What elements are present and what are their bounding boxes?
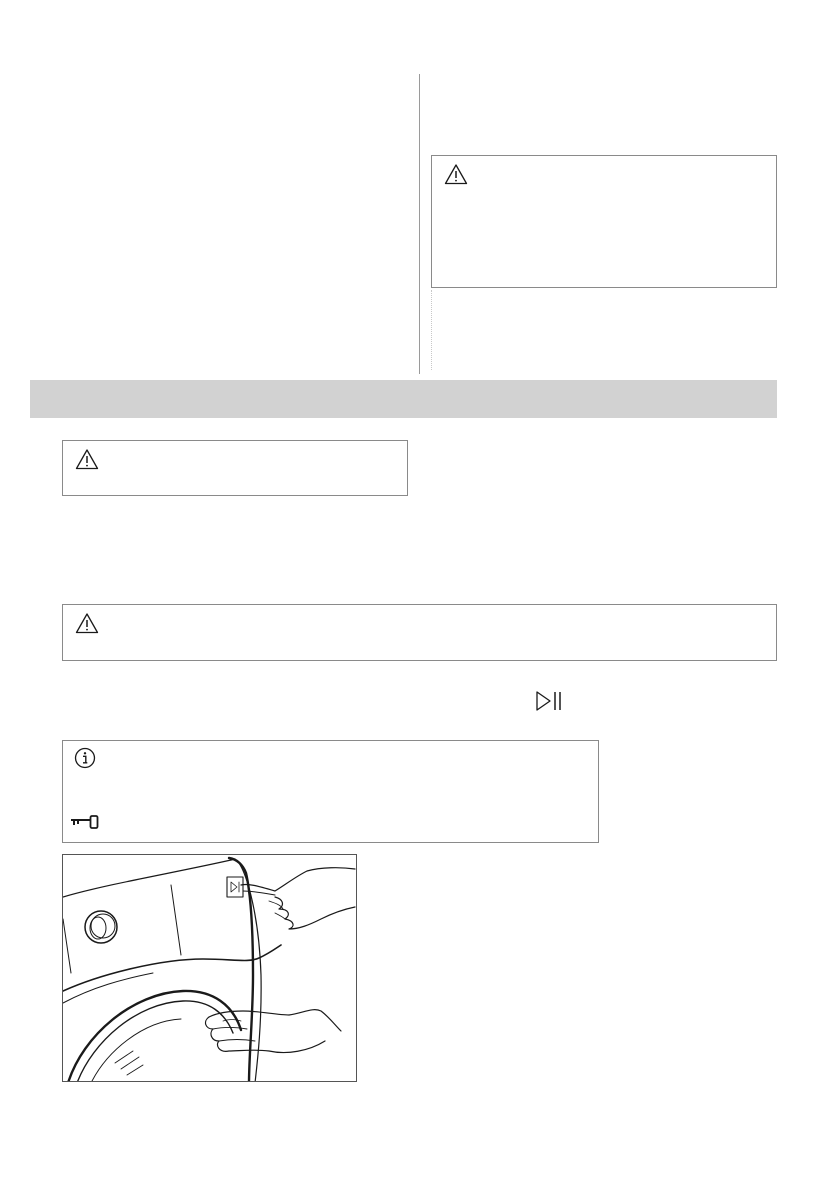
info-box [62,740,599,843]
start-pause-icon [535,690,563,712]
warning-box-wide [62,604,777,661]
column-divider-dotted [431,290,432,370]
warning-box-right-column [431,155,777,288]
section-heading-bar [30,380,777,418]
warning-triangle-icon [444,163,468,185]
warning-box-left [62,440,408,496]
washing-machine-illustration [62,854,357,1082]
washing-machine-drawing [63,855,357,1082]
warning-triangle-icon [75,612,99,634]
child-lock-key-icon [70,815,100,829]
info-icon [74,747,96,769]
column-divider [419,74,420,374]
warning-triangle-icon [75,448,99,470]
